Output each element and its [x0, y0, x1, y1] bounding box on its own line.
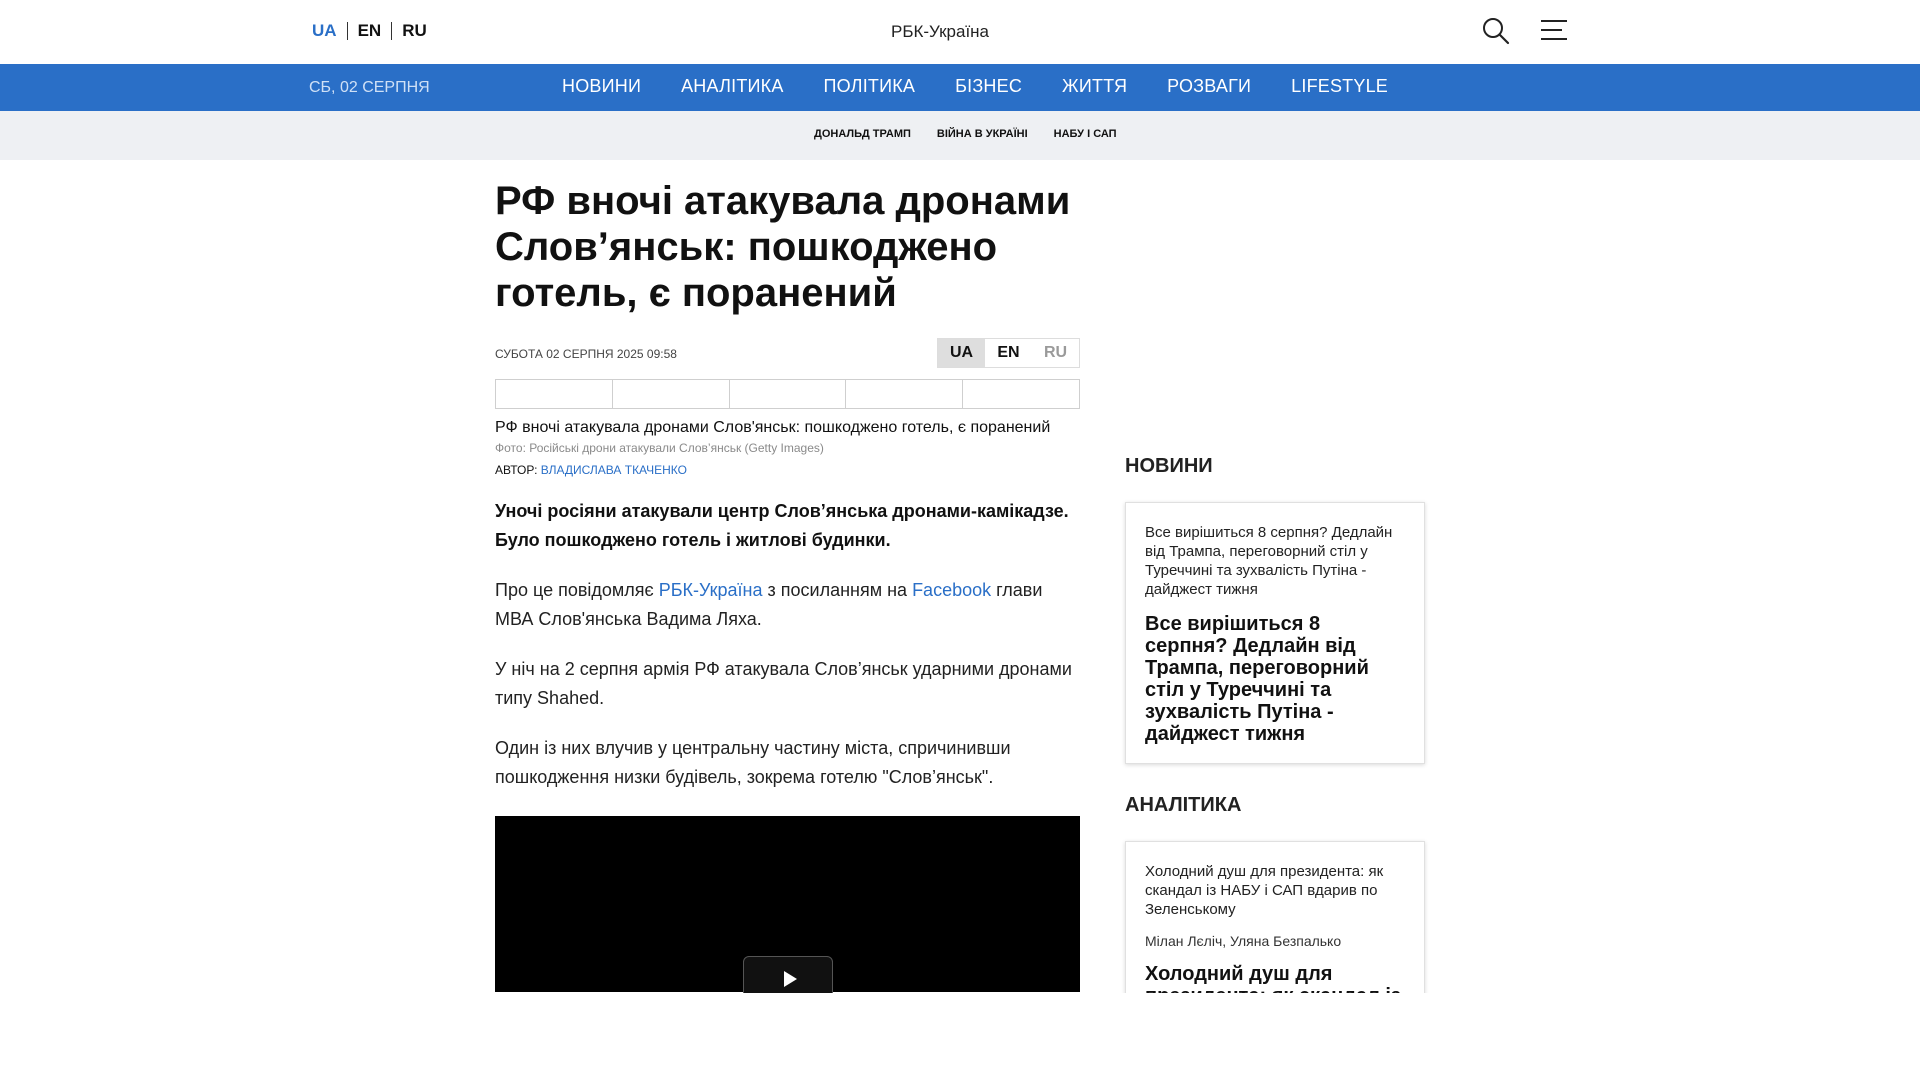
author-label: АВТОР:: [495, 463, 538, 477]
analytics-card-authors: Мілан Лєліч, Уляна Безпалько: [1145, 933, 1342, 949]
article-language-switcher: [937, 338, 1080, 368]
top-bar: [0, 0, 1920, 64]
article-paragraph: [495, 576, 1080, 634]
nav-item-business[interactable]: БІЗНЕС: [955, 76, 1023, 96]
para-text: Про це повідомляє: [495, 580, 659, 600]
tag-list: [814, 128, 1143, 140]
analytics-card-image: Холодний душ для президента: як скандал із НАБУ і САП вдарив по Зеленському: [1145, 863, 1384, 918]
article-lead: Уночі росіяни атакували центр Слов’янська дронами-камікадзе. Було пошкоджено готель і житлові будинки.: [495, 501, 1069, 550]
tags-bar: [0, 111, 1920, 160]
hamburger-menu-icon: [1540, 18, 1568, 44]
article-paragraph: У ніч на 2 серпня армія РФ атакувала Слов’янськ ударними дронами типу Shahed.: [495, 659, 1072, 708]
tag-nabu-sap[interactable]: НАБУ І САП: [1053, 128, 1117, 140]
nav-item-politics[interactable]: ПОЛІТИКА: [823, 76, 916, 96]
tag-war-in-ukraine[interactable]: ВІЙНА В УКРАЇНІ: [936, 128, 1028, 140]
sidebar-news-heading[interactable]: НОВИНИ: [1125, 455, 1213, 477]
share-button[interactable]: [963, 380, 1079, 408]
share-button[interactable]: [496, 380, 613, 408]
author-link[interactable]: ВЛАДИСЛАВА ТКАЧЕНКО: [540, 463, 687, 477]
analytics-card[interactable]: [1125, 841, 1425, 1001]
para-text: глави МВА Слов'янська Вадима Ляха.: [495, 580, 1043, 629]
article-lang-en[interactable]: EN: [997, 344, 1020, 361]
current-date: СБ, 02 СЕРПНЯ: [309, 79, 430, 96]
para-text: з посиланням на: [762, 580, 913, 600]
nav-items: [562, 76, 1428, 97]
lang-ua-link[interactable]: UA: [312, 22, 348, 40]
analytics-card-title[interactable]: Холодний душ для: [1145, 963, 1333, 985]
image-caption: Фото: Російські дрони атакували Слов’янськ (Getty Images): [495, 441, 824, 455]
share-button[interactable]: [730, 380, 847, 408]
publish-date: СУБОТА 02 СЕРПНЯ 2025 09:58: [495, 347, 677, 361]
nav-item-lifestyle[interactable]: LIFESTYLE: [1291, 76, 1388, 96]
video-player[interactable]: [495, 816, 1080, 992]
rbc-ukraine-link[interactable]: РБК-Україна: [658, 580, 763, 600]
viewport-blank-area: [0, 993, 1920, 1080]
menu-button[interactable]: [1540, 18, 1568, 44]
article-paragraph: Один із них влучив у центральну частину міста, спричинивши пошкодження низки будівель, зокрема готелю "Слов’янськ".: [495, 738, 1011, 787]
sidebar: [1125, 455, 1425, 1001]
article-lang-ru[interactable]: RU: [1043, 344, 1068, 361]
article-title: РФ вночі атакувала дронами Слов’янськ: пошкоджено готель, є поранений: [495, 179, 1071, 315]
share-buttons: [495, 379, 1080, 409]
site-language-switcher: [312, 22, 437, 40]
news-card-title[interactable]: Все вирішиться 8 серпня? Дедлайн від Трампа, переговорний стіл у Туреччині та зухвалість Путіна - дайджест тижня: [1145, 613, 1369, 745]
article: [495, 178, 1080, 992]
article-lang-ua[interactable]: UA: [938, 339, 985, 367]
lang-ru-link[interactable]: RU: [402, 21, 427, 40]
site-logo[interactable]: [891, 22, 989, 42]
share-button[interactable]: [846, 380, 963, 408]
article-author: [495, 463, 1080, 477]
logo-alt-text: РБК-Україна: [891, 22, 990, 41]
article-image: РФ вночі атакувала дронами Слов'янськ: пошкоджено готель, є поранений: [495, 419, 1051, 436]
nav-item-news[interactable]: НОВИНИ: [562, 76, 642, 96]
news-card[interactable]: [1125, 502, 1425, 764]
tag-donald-trump[interactable]: ДОНАЛЬД ТРАМП: [814, 128, 911, 140]
main-navigation: [0, 64, 1920, 111]
nav-item-life[interactable]: ЖИТТЯ: [1062, 76, 1128, 96]
share-button[interactable]: [613, 380, 730, 408]
nav-item-entertainment[interactable]: РОЗВАГИ: [1167, 76, 1252, 96]
search-button[interactable]: [1481, 16, 1511, 46]
article-meta: [495, 338, 1080, 368]
search-icon: [1481, 16, 1511, 46]
play-icon: [784, 971, 797, 987]
news-card-image: Все вирішиться 8 серпня? Дедлайн від Трампа, переговорний стіл у Туреччині та зухвалість Путіна - дайджест тижня: [1145, 524, 1393, 598]
facebook-link[interactable]: Facebook: [912, 580, 992, 600]
sidebar-analytics-heading[interactable]: АНАЛІТИКА: [1125, 794, 1242, 816]
lang-en-link[interactable]: EN: [348, 22, 393, 40]
nav-item-analytics[interactable]: АНАЛІТИКА: [681, 76, 784, 96]
